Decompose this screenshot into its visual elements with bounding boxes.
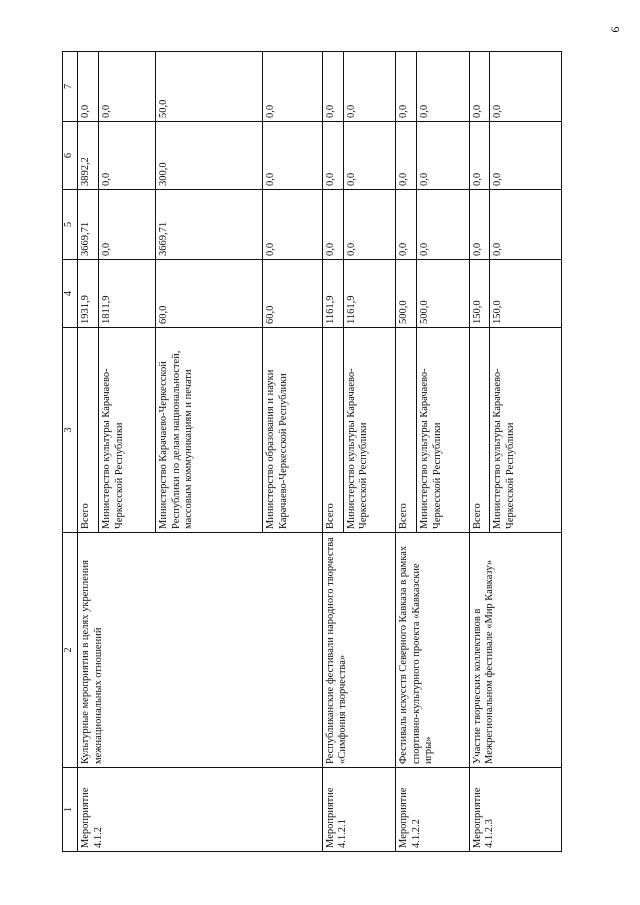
event-name: Республиканские фестивали народного творчества «Симфония творчества» bbox=[322, 533, 395, 768]
org-cell: Министерство культуры Карачаево-Черкесской Республики bbox=[417, 328, 469, 533]
value-cell: 0,0 bbox=[263, 122, 323, 190]
value-cell: 60,0 bbox=[156, 260, 263, 328]
table-row bbox=[322, 52, 343, 852]
value-cell: 0,0 bbox=[490, 52, 562, 122]
value-cell: 0,0 bbox=[263, 52, 323, 122]
rotated-table-container bbox=[62, 52, 562, 852]
value-cell: 0,0 bbox=[343, 52, 395, 122]
value-cell: 0,0 bbox=[469, 190, 490, 260]
value-cell: 3669,71 bbox=[78, 190, 99, 260]
program-table bbox=[62, 51, 562, 852]
table-row bbox=[469, 52, 490, 852]
org-cell: Министерство культуры Карачаево-Черкесской Республики bbox=[98, 328, 155, 533]
value-cell: 0,0 bbox=[343, 190, 395, 260]
value-cell: 0,0 bbox=[469, 122, 490, 190]
event-code: Мероприятие 4.1.2.1 bbox=[322, 768, 395, 852]
header-cell: 3 bbox=[63, 328, 78, 533]
value-cell: 1811,9 bbox=[98, 260, 155, 328]
page-number: 9 bbox=[608, 26, 623, 33]
value-cell: 60,0 bbox=[263, 260, 323, 328]
value-cell: 0,0 bbox=[396, 190, 417, 260]
value-cell: 0,0 bbox=[417, 122, 469, 190]
value-cell: 0,0 bbox=[396, 122, 417, 190]
value-cell: 0,0 bbox=[396, 52, 417, 122]
event-code: Мероприятие 4.1.2 bbox=[78, 768, 323, 852]
event-code: Мероприятие 4.1.2.3 bbox=[469, 768, 561, 852]
value-cell: 3669,71 bbox=[156, 190, 263, 260]
table-row bbox=[78, 52, 99, 852]
value-cell: 300,0 bbox=[156, 122, 263, 190]
org-cell: Всего bbox=[78, 328, 99, 533]
value-cell: 0,0 bbox=[98, 52, 155, 122]
value-cell: 0,0 bbox=[263, 190, 323, 260]
value-cell: 1161,9 bbox=[322, 260, 343, 328]
value-cell: 150,0 bbox=[469, 260, 490, 328]
value-cell: 1161,9 bbox=[343, 260, 395, 328]
header-cell: 2 bbox=[63, 533, 78, 768]
org-cell: Всего bbox=[469, 328, 490, 533]
org-cell: Министерство культуры Карачаево-Черкесской Республики bbox=[490, 328, 562, 533]
table-row bbox=[396, 52, 417, 852]
header-cell: 1 bbox=[63, 768, 78, 852]
value-cell: 0,0 bbox=[98, 190, 155, 260]
org-cell: Министерство образования и науки Карачаево-Черкесской Республики bbox=[263, 328, 323, 533]
value-cell: 0,0 bbox=[417, 190, 469, 260]
value-cell: 0,0 bbox=[490, 190, 562, 260]
value-cell: 0,0 bbox=[78, 52, 99, 122]
event-name: Культурные мероприятия в целях укрепления межнациональных отношений bbox=[78, 533, 323, 768]
value-cell: 0,0 bbox=[98, 122, 155, 190]
value-cell: 0,0 bbox=[322, 122, 343, 190]
value-cell: 0,0 bbox=[417, 52, 469, 122]
header-cell: 6 bbox=[63, 122, 78, 190]
header-cell: 5 bbox=[63, 190, 78, 260]
value-cell: 150,0 bbox=[490, 260, 562, 328]
value-cell: 50,0 bbox=[156, 52, 263, 122]
value-cell: 500,0 bbox=[396, 260, 417, 328]
header-cell: 7 bbox=[63, 52, 78, 122]
event-code: Мероприятие 4.1.2.2 bbox=[396, 768, 469, 852]
value-cell: 0,0 bbox=[469, 52, 490, 122]
org-cell: Министерство Карачаево-Черкесской Республики по делам национальностей, массовым коммуникациям и печати bbox=[156, 328, 263, 533]
value-cell: 0,0 bbox=[322, 190, 343, 260]
event-name: Фестиваль искусств Северного Кавказа в рамках спортивно-культурного проекта «Кавказские игры» bbox=[396, 533, 469, 768]
org-cell: Всего bbox=[396, 328, 417, 533]
header-row bbox=[63, 52, 78, 852]
value-cell: 0,0 bbox=[490, 122, 562, 190]
value-cell: 0,0 bbox=[322, 52, 343, 122]
value-cell: 1931,9 bbox=[78, 260, 99, 328]
event-name: Участие творческих коллективов в Межрегиональном фестивале «Мир Кавказу» bbox=[469, 533, 561, 768]
header-cell: 4 bbox=[63, 260, 78, 328]
org-cell: Всего bbox=[322, 328, 343, 533]
value-cell: 3892,2 bbox=[78, 122, 99, 190]
value-cell: 500,0 bbox=[417, 260, 469, 328]
org-cell: Министерство культуры Карачаево-Черкесской Республики bbox=[343, 328, 395, 533]
value-cell: 0,0 bbox=[343, 122, 395, 190]
